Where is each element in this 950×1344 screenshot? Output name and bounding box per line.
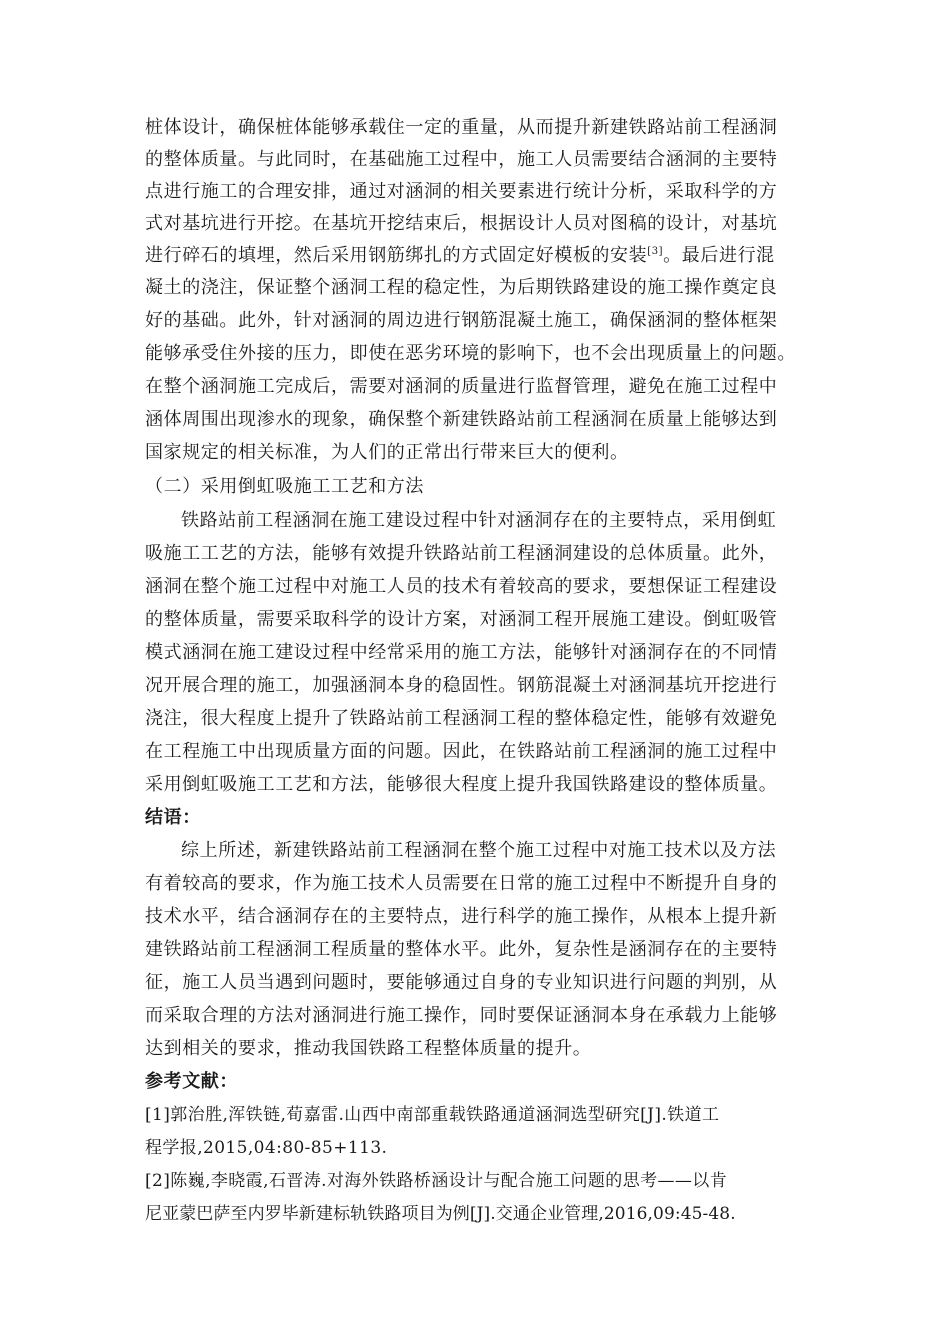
- conclusion-heading: 结语：: [145, 807, 201, 828]
- body-text: 进行碎石的填埋，然后采用钢筋绑扎的方式固定好模板的安装: [145, 245, 648, 266]
- body-text-line: 铁路站前工程涵洞在施工建设过程中针对涵洞存在的主要特点，采用倒虹: [181, 510, 777, 531]
- body-text-line: 在整个涵洞施工完成后，需要对涵洞的质量进行监督管理，避免在施工过程中: [145, 376, 778, 397]
- body-text-line: 好的基础。此外，针对涵洞的周边进行钢筋混凝土施工，确保涵洞的整体框架: [145, 310, 778, 331]
- reference-entry: 程学报,2015,04:80-85+113.: [145, 1138, 388, 1158]
- body-text-line: 达到相关的要求，推动我国铁路工程整体质量的提升。: [145, 1038, 592, 1059]
- citation-marker: [3]: [647, 246, 664, 257]
- body-text-line: 建铁路站前工程涵洞工程质量的整体水平。此外，复杂性是涵洞存在的主要特: [145, 939, 778, 960]
- body-text-line: 凝土的浇注，保证整个涵洞工程的稳定性，为后期铁路建设的施工操作奠定良: [145, 277, 778, 298]
- body-text-line: 浇注，很大程度上提升了铁路站前工程涵洞工程的整体稳定性，能够有效避免: [145, 708, 778, 729]
- body-text: 。最后进行混: [663, 245, 775, 266]
- body-text-line: 吸施工工艺的方法，能够有效提升铁路站前工程涵洞建设的总体质量。此外，: [145, 543, 778, 564]
- body-text-line-with-citation: [145, 241, 815, 271]
- body-text-line: 综上所述，新建铁路站前工程涵洞在整个施工过程中对施工技术以及方法: [181, 840, 777, 861]
- body-text-line: 能够承受住外接的压力，即使在恶劣环境的影响下，也不会出现质量上的问题。: [145, 343, 796, 364]
- body-text-line: 的整体质量。与此同时，在基础施工过程中，施工人员需要结合涵洞的主要特: [145, 149, 778, 170]
- body-text-line: 在工程施工中出现质量方面的问题。因此，在铁路站前工程涵洞的施工过程中: [145, 741, 778, 762]
- section-heading: （二）采用倒虹吸施工工艺和方法: [145, 476, 424, 497]
- body-text-line: 征，施工人员当遇到问题时，要能够通过自身的专业知识进行问题的判别，从: [145, 972, 778, 993]
- body-text-line: 模式涵洞在施工建设过程中经常采用的施工方法，能够针对涵洞存在的不同情: [145, 642, 778, 663]
- body-text-line: 的整体质量，需要采取科学的设计方案，对涵洞工程开展施工建设。倒虹吸管: [145, 609, 778, 630]
- body-text-line: 采用倒虹吸施工工艺和方法，能够很大程度上提升我国铁路建设的整体质量。: [145, 774, 778, 795]
- body-text-line: 式对基坑进行开挖。在基坑开挖结束后，根据设计人员对图稿的设计，对基坑: [145, 213, 778, 234]
- reference-entry: 尼亚蒙巴萨至内罗毕新建标轨铁路项目为例[J].交通企业管理,2016,09:45-48.: [145, 1204, 736, 1224]
- body-text-line: 技术水平，结合涵洞存在的主要特点，进行科学的施工操作，从根本上提升新: [145, 906, 778, 927]
- references-heading: 参考文献：: [145, 1071, 238, 1092]
- body-text-line: 点进行施工的合理安排，通过对涵洞的相关要素进行统计分析，采取科学的方: [145, 181, 778, 202]
- body-text-line: 而采取合理的方法对涵洞进行施工操作，同时要保证涵洞本身在承载力上能够: [145, 1005, 778, 1026]
- body-text-line: 涵体周围出现渗水的现象，确保整个新建铁路站前工程涵洞在质量上能够达到: [145, 409, 778, 430]
- body-text-line: 涵洞在整个施工过程中对施工人员的技术有着较高的要求，要想保证工程建设: [145, 576, 778, 597]
- body-text-line: 桩体设计，确保桩体能够承载住一定的重量，从而提升新建铁路站前工程涵洞: [145, 117, 778, 138]
- body-text-line: 有着较高的要求，作为施工技术人员需要在日常的施工过程中不断提升自身的: [145, 873, 778, 894]
- reference-entry: [2]陈巍,李晓霞,石晋涛.对海外铁路桥涵设计与配合施工问题的思考——以肯: [145, 1171, 728, 1191]
- reference-entry: [1]郭治胜,浑铁链,荀嘉雷.山西中南部重载铁路通道涵洞选型研究[J].铁道工: [145, 1105, 720, 1125]
- body-text-line: 国家规定的相关标准，为人们的正常出行带来巨大的便利。: [145, 442, 629, 463]
- body-text-line: 况开展合理的施工，加强涵洞本身的稳固性。钢筋混凝土对涵洞基坑开挖进行: [145, 675, 778, 696]
